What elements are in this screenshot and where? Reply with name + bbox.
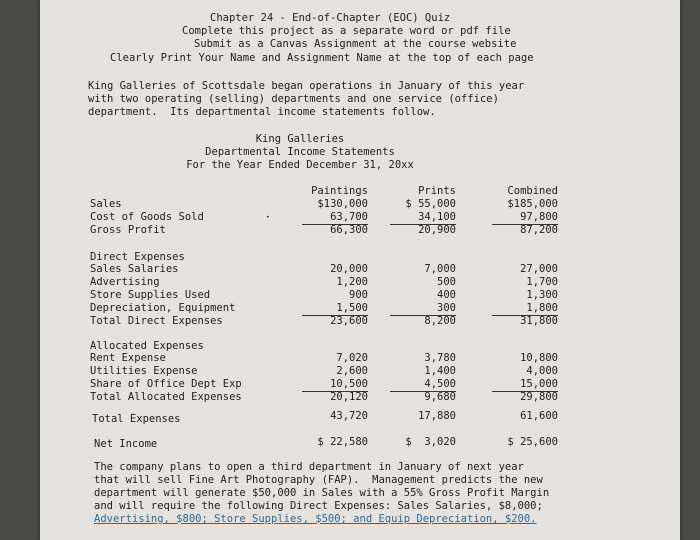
- cell-total-direct-prints: 8,200: [424, 315, 456, 327]
- footer-line-4: and will require the following Direct Expenses: Sales Salaries, $8,000;: [94, 500, 543, 512]
- row-label-supplies: Store Supplies Used: [90, 289, 211, 301]
- cell-rent-combined: 10,800: [520, 352, 558, 364]
- col-header-combined: Combined: [507, 185, 558, 197]
- cell-total-exp-combined: 61,600: [520, 410, 558, 422]
- cell-advertising-paintings: 1,200: [336, 276, 368, 288]
- cell-sales-prints: $ 55,000: [405, 198, 456, 210]
- row-label-total-allocated: Total Allocated Expenses: [90, 391, 242, 403]
- cell-net-combined: $ 25,600: [507, 436, 558, 448]
- cell-supplies-combined: 1,300: [526, 289, 558, 301]
- cell-salaries-combined: 27,000: [520, 263, 558, 275]
- row-label-cogs: Cost of Goods Sold: [90, 211, 204, 223]
- cell-supplies-paintings: 900: [349, 289, 368, 301]
- cell-net-paintings: $ 22,580: [317, 436, 368, 448]
- cell-salaries-prints: 7,000: [424, 263, 456, 275]
- row-label-total-direct: Total Direct Expenses: [90, 315, 223, 327]
- cell-advertising-prints: 500: [437, 276, 456, 288]
- cell-cogs-combined: 97,800: [492, 211, 558, 225]
- footer-line-2: that will sell Fine Art Photography (FAP). Management predicts the new: [94, 474, 543, 486]
- row-label-rent: Rent Expense: [90, 352, 166, 364]
- statement-period: For the Year Ended December 31, 20xx: [186, 159, 414, 171]
- row-label-sales: Sales: [90, 198, 122, 210]
- row-label-utilities: Utilities Expense: [90, 365, 198, 377]
- cell-advertising-combined: 1,700: [526, 276, 558, 288]
- row-label-office-share: Share of Office Dept Exp: [90, 378, 242, 390]
- cell-total-direct-paintings: 23,600: [330, 315, 368, 327]
- row-label-total-expenses: Total Expenses: [92, 413, 181, 425]
- cell-depreciation-prints: 300: [390, 302, 456, 316]
- cell-office-prints: 4,500: [390, 378, 456, 392]
- cell-office-paintings: 10,500: [302, 378, 368, 392]
- header-line-2: Complete this project as a separate word or pdf file: [182, 25, 511, 37]
- statement-title: Departmental Income Statements: [205, 146, 395, 158]
- header-line-4: Clearly Print Your Name and Assignment Name at the top of each page: [110, 52, 534, 64]
- cell-office-combined: 15,000: [492, 378, 558, 392]
- cell-gross-combined: 87,200: [520, 224, 558, 236]
- row-label-net-income: Net Income: [94, 438, 158, 450]
- cell-total-direct-combined: 31,800: [520, 315, 558, 327]
- header-line-3: Submit as a Canvas Assignment at the course website: [194, 38, 517, 50]
- intro-line-1: King Galleries of Scottsdale began operations in January of this year: [88, 80, 525, 92]
- cell-utilities-paintings: 2,600: [336, 365, 368, 377]
- cell-rent-paintings: 7,020: [336, 352, 368, 364]
- row-label-advertising: Advertising: [90, 276, 160, 288]
- cell-sales-paintings: $130,000: [317, 198, 368, 210]
- cell-total-alloc-prints: 9,680: [424, 391, 456, 403]
- footer-line-3: department will generate $50,000 in Sales with a 55% Gross Profit Margin: [94, 487, 550, 499]
- document-page: [40, 0, 680, 540]
- cell-utilities-prints: 1,400: [424, 365, 456, 377]
- col-header-paintings: Paintings: [311, 185, 368, 197]
- cell-supplies-prints: 400: [437, 289, 456, 301]
- cell-cogs-paintings: 63,700: [302, 211, 368, 225]
- cell-depreciation-combined: 1,800: [492, 302, 558, 316]
- cell-depreciation-paintings: 1,500: [302, 302, 368, 316]
- section-direct-expenses: Direct Expenses: [90, 251, 185, 263]
- col-header-prints: Prints: [418, 185, 456, 197]
- cell-total-alloc-paintings: 20,120: [330, 391, 368, 403]
- cell-cogs-prints: 34,100: [390, 211, 456, 225]
- cell-net-prints: $ 3,020: [405, 436, 456, 448]
- cell-total-alloc-combined: 29,800: [520, 391, 558, 403]
- row-label-depreciation: Depreciation, Equipment: [90, 302, 236, 314]
- cell-total-exp-paintings: 43,720: [330, 410, 368, 422]
- statement-company: King Galleries: [255, 133, 345, 145]
- cell-total-exp-prints: 17,880: [418, 410, 456, 422]
- cell-salaries-paintings: 20,000: [330, 263, 368, 275]
- cell-gross-paintings: 66,300: [330, 224, 368, 236]
- section-allocated-expenses: Allocated Expenses: [90, 340, 204, 352]
- bullet-icon: •: [266, 214, 270, 221]
- header-line-1: Chapter 24 - End-of-Chapter (EOC) Quiz: [210, 12, 451, 24]
- row-label-salaries: Sales Salaries: [90, 263, 179, 275]
- cell-sales-combined: $185,000: [507, 198, 558, 210]
- intro-line-3: department. Its departmental income statements follow.: [88, 106, 436, 118]
- cell-utilities-combined: 4,000: [526, 365, 558, 377]
- cell-rent-prints: 3,780: [424, 352, 456, 364]
- cell-gross-prints: 20,900: [418, 224, 456, 236]
- row-label-gross: Gross Profit: [90, 224, 166, 236]
- intro-line-2: with two operating (selling) departments and one service (office): [88, 93, 499, 105]
- footer-line-1: The company plans to open a third department in January of next year: [94, 461, 524, 473]
- footer-line-5: Advertising, $800; Store Supplies, $500; and Equip Depreciation, $200.: [94, 513, 537, 525]
